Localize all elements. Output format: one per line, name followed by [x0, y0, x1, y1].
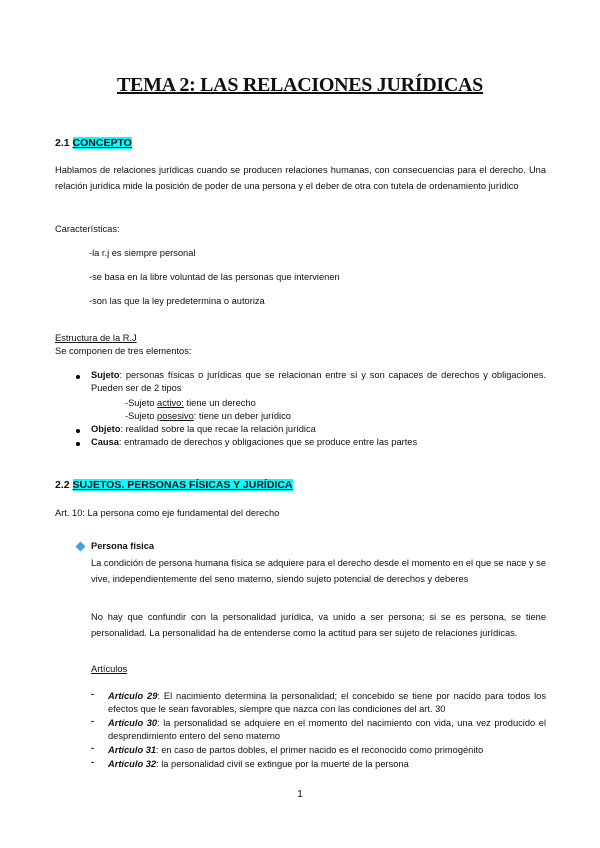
article-item: [108, 690, 546, 716]
art10-line: Art. 10: La persona como eje fundamental del derecho: [55, 508, 280, 518]
estructura-label: Estructura de la R.J: [55, 333, 137, 343]
sujeto-posesivo: [125, 410, 291, 423]
term-posesivo: posesivo: [157, 411, 194, 421]
term-activo: activo:: [157, 398, 184, 408]
page-title: TEMA 2: LAS RELACIONES JURÍDICAS: [116, 74, 484, 96]
article-item: [108, 744, 483, 757]
element-objeto: [91, 423, 316, 436]
characteristic-item: -se basa en la libre voluntad de las personas que intervienen: [89, 272, 340, 282]
sujeto-text: : personas físicas o jurídicas que se relacionan entre sí y son capaces de derechos y obligaciones. Pueden ser de 2 tipos: [91, 370, 546, 393]
section-heading-concepto: [55, 137, 132, 149]
persona-fisica-label: Persona física: [91, 541, 155, 551]
objeto-text: : realidad sobre la que recae la relación jurídica: [120, 424, 316, 434]
article-text: : El nacimiento determina la personalidad; el concebido se tiene por nacido para todos los efectos que le sean favorables, siempre que nazca con las condiciones del art. 30: [108, 691, 546, 714]
article-term: Artículo 31: [108, 745, 157, 755]
persona-fisica-paragraph-1: La condición de persona humana física se adquiere para el derecho desde el momento en el que se nace y se vive, independientemente del seno materno, siendo sujeto potencial de derechos y deberes: [91, 558, 546, 584]
section-title-highlight: CONCEPTO: [72, 137, 132, 149]
activo-text: tiene un derecho: [183, 398, 256, 408]
article-term: Artículo 30: [108, 718, 158, 728]
page-number: 1: [297, 789, 303, 800]
term-objeto: Objeto: [91, 424, 121, 434]
characteristic-item: -son las que la ley predetermina o autoriza: [89, 296, 265, 306]
element-causa: [91, 436, 417, 449]
term-causa: Causa: [91, 437, 119, 447]
concepto-paragraph: Hablamos de relaciones jurídicas cuando se producen relaciones humanas, con consecuencias para el derecho. Una relación jurídica mide la posición de poder de una persona y el deber de otra con tutela de ordenamiento jurídico: [55, 165, 546, 191]
articulos-label: Artículos: [91, 664, 128, 674]
element-sujeto: [91, 369, 546, 395]
persona-fisica-paragraph-2: No hay que confundir con la personalidad jurídica, va unido a ser persona; si se es persona, se tiene personalidad. La personalidad ha de entenderse como la actitud para ser sujeto de relaciones jurídicas.: [91, 612, 546, 638]
article-term: Artículo 29: [108, 691, 158, 701]
activo-prefix: -Sujeto: [125, 398, 158, 408]
section-heading-sujetos: [55, 479, 293, 491]
estructura-intro: Se componen de tres elementos:: [55, 346, 192, 356]
article-text: : la personalidad se adquiere en el momento del nacimiento con vida, una vez producido el desprendimiento entero del seno materno: [108, 718, 547, 741]
section-number: 2.2: [55, 479, 70, 491]
characteristic-item: -la r.j es siempre personal: [89, 248, 196, 258]
article-text: : la personalidad civil se extingue por la muerte de la persona: [156, 759, 409, 769]
section-title-highlight: SUJETOS. PERSONAS FÍSICAS Y JURÍDICA: [72, 479, 293, 491]
article-item: [108, 717, 546, 743]
dash-bullet-icon: -: [91, 689, 95, 699]
dash-bullet-icon: -: [91, 716, 95, 726]
bullet-icon: [76, 442, 80, 446]
caracteristicas-label: Características:: [55, 224, 120, 234]
causa-text: : entramado de derechos y obligaciones que se produce entre las partes: [118, 437, 418, 447]
article-item: [108, 758, 409, 771]
section-number: 2.1: [55, 137, 70, 149]
sujeto-activo: [125, 397, 256, 410]
diamond-bullet-icon: [76, 542, 86, 552]
posesivo-text: : tiene un deber jurídico: [193, 411, 291, 421]
article-term: Artículo 32: [108, 759, 157, 769]
bullet-icon: [76, 375, 80, 379]
bullet-icon: [76, 429, 80, 433]
dash-bullet-icon: -: [91, 743, 95, 753]
article-text: : en caso de partos dobles, el primer nacido es el reconocido como primogénito: [156, 745, 484, 755]
term-sujeto: Sujeto: [91, 370, 120, 380]
dash-bullet-icon: -: [91, 757, 95, 767]
posesivo-prefix: -Sujeto: [125, 411, 158, 421]
